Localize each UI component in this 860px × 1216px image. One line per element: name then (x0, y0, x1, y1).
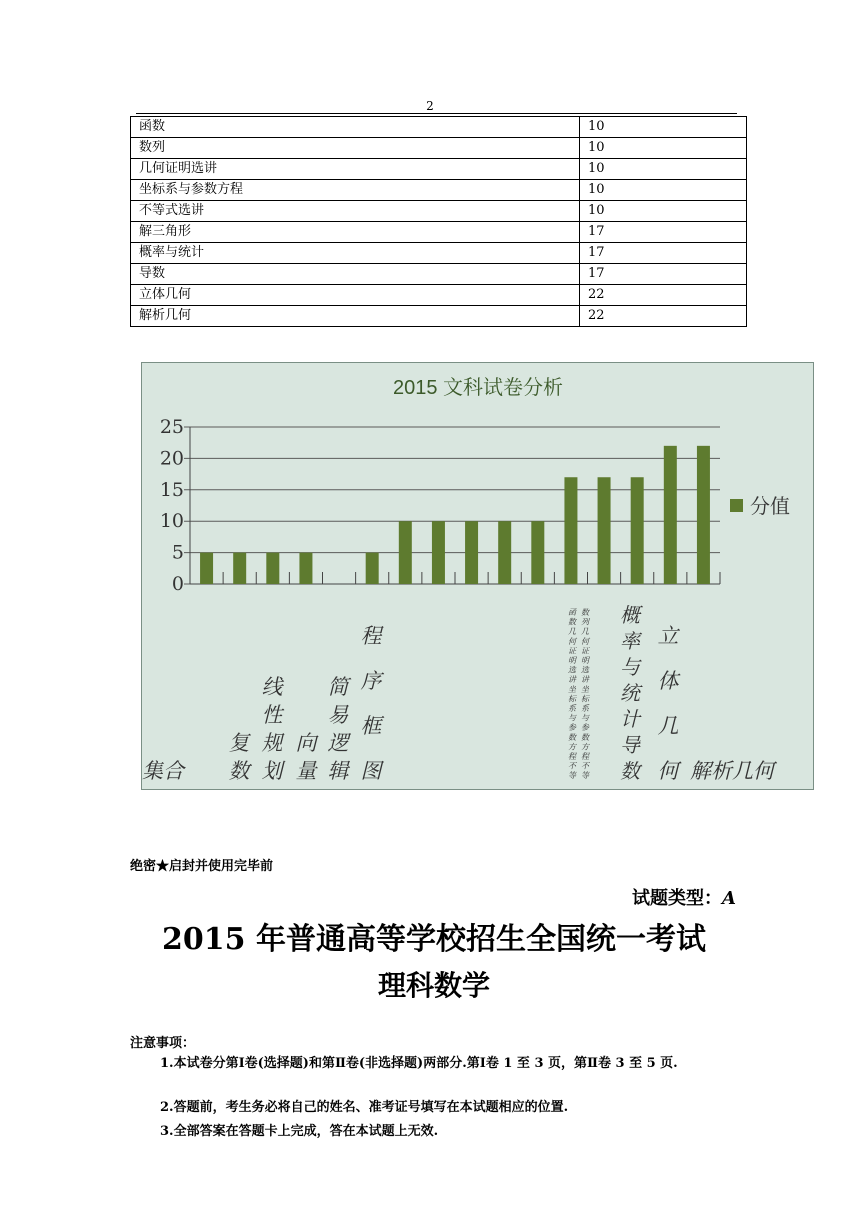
score-cell: 17 (580, 264, 747, 285)
notes-heading: 注意事项： (130, 1036, 196, 1051)
x-label-6: 框 (360, 714, 382, 738)
x-label-4: 量 (295, 759, 317, 783)
x-label-tiny-b: 参 (581, 723, 589, 733)
x-label-tiny-b: 标 (581, 694, 589, 704)
x-label-3: 线 (261, 675, 283, 699)
x-label-13: 计 (620, 707, 640, 731)
x-label-tiny-a: 标 (568, 694, 576, 704)
x-label-15: 何 (657, 759, 679, 783)
x-label-tiny-b: 不 (581, 761, 589, 771)
x-label-3: 规 (261, 731, 283, 755)
score-cell: 10 (580, 138, 747, 159)
chart-title: 2015 文科试卷分析 (392, 377, 564, 399)
table-row (131, 180, 747, 201)
y-tick-label: 5 (171, 541, 184, 564)
question-type-value: A (722, 888, 736, 909)
score-cell: 10 (580, 201, 747, 222)
x-label-5: 易 (327, 703, 349, 727)
table-row (131, 159, 747, 180)
topic-cell: 解析几何 (131, 306, 580, 327)
x-label-tiny-b: 何 (581, 636, 589, 646)
topic-cell: 几何证明选讲 (131, 159, 580, 180)
table-row (131, 285, 747, 306)
x-label-tiny-a: 明 (568, 656, 576, 665)
header-rule (136, 113, 737, 114)
topic-cell: 坐标系与参数方程 (131, 180, 580, 201)
x-label-1: 集合 (142, 759, 184, 783)
score-cell: 17 (580, 243, 747, 264)
x-label-tiny-b: 选 (581, 665, 589, 675)
page-number: 2 (426, 99, 434, 113)
bar-15 (664, 446, 677, 584)
bar-10 (498, 521, 511, 584)
y-tick-label: 15 (159, 478, 184, 501)
x-label-15: 体 (657, 669, 679, 693)
y-tick-label: 25 (159, 416, 184, 438)
x-label-tiny-b: 几 (581, 627, 589, 637)
score-table (130, 116, 747, 327)
x-label-5: 逻 (327, 731, 349, 755)
x-label-tiny-a: 坐 (568, 684, 576, 694)
x-label-tiny-a: 等 (568, 771, 576, 781)
x-label-tiny-a: 几 (568, 627, 576, 637)
x-label-tiny-b: 程 (581, 752, 589, 761)
x-label-tiny-a: 方 (568, 742, 576, 752)
x-label-tiny-b: 方 (581, 742, 589, 752)
exam-subject: 理科数学 (377, 969, 490, 1002)
x-label-2: 数 (228, 759, 250, 783)
score-cell: 10 (580, 180, 747, 201)
x-label-2: 复 (228, 731, 250, 755)
x-label-16: 解析几何 (690, 759, 774, 783)
x-label-tiny-a: 程 (568, 752, 576, 761)
x-label-tiny-a: 讲 (568, 675, 576, 685)
x-label-tiny-a: 不 (568, 761, 576, 771)
note-item-2: 2.答题前，考生务必将自己的姓名、准考证号填写在本试题相应的位置. (160, 1100, 569, 1115)
bar-13 (598, 477, 611, 584)
score-cell: 22 (580, 285, 747, 306)
bar-14 (631, 477, 644, 584)
x-label-tiny-b: 数 (581, 732, 589, 742)
x-label-6: 序 (360, 669, 382, 693)
bar-6 (366, 553, 379, 584)
topic-cell: 概率与统计 (131, 243, 580, 264)
bar-8 (432, 521, 445, 584)
question-type (632, 884, 736, 910)
x-label-tiny-a: 数 (568, 732, 576, 742)
x-label-tiny-a: 函 (568, 608, 576, 617)
x-label-tiny-b: 等 (581, 771, 589, 781)
y-tick-label: 0 (171, 573, 184, 595)
topic-cell: 解三角形 (131, 222, 580, 243)
x-label-tiny-a: 数 (568, 617, 576, 627)
confidential-notice: 绝密★启封并使用完毕前 (130, 859, 274, 874)
x-label-tiny-a: 参 (568, 723, 576, 733)
chart-container (141, 362, 814, 790)
topic-cell: 立体几何 (131, 285, 580, 306)
table-row (131, 306, 747, 327)
bar-1 (200, 553, 213, 584)
bar-3 (266, 553, 279, 584)
x-label-tiny-b: 与 (581, 713, 589, 723)
score-cell: 10 (580, 117, 747, 138)
x-label-13: 导 (620, 733, 640, 757)
topic-cell: 不等式选讲 (131, 201, 580, 222)
table-row (131, 264, 747, 285)
bar-9 (465, 521, 478, 584)
x-label-tiny-b: 明 (581, 656, 589, 665)
x-label-tiny-a: 选 (568, 665, 576, 675)
bar-chart (142, 363, 815, 791)
x-label-tiny-b: 系 (581, 704, 589, 713)
x-label-5: 简 (327, 675, 349, 699)
x-label-13: 数 (620, 759, 640, 783)
table-row (131, 201, 747, 222)
y-tick-label: 20 (159, 447, 184, 470)
x-label-tiny-a: 系 (568, 704, 576, 713)
x-label-tiny-b: 坐 (581, 684, 589, 694)
x-label-6: 图 (360, 759, 382, 783)
note-item-1: 1.本试卷分第Ⅰ卷(选择题)和第Ⅱ卷(非选择题)两部分.第Ⅰ卷 1 至 3 页，第Ⅱ卷 3 至 5 页. (160, 1056, 678, 1071)
x-label-tiny-b: 讲 (581, 675, 589, 685)
x-label-4: 向 (295, 731, 317, 755)
x-label-tiny-b: 证 (581, 646, 589, 656)
bar-4 (299, 553, 312, 584)
note-item-3: 3.全部答案在答题卡上完成，答在本试题上无效. (160, 1124, 439, 1139)
bar-2 (233, 553, 246, 584)
x-label-3: 性 (261, 703, 283, 727)
x-label-13: 概 (620, 603, 640, 627)
table-row (131, 117, 747, 138)
x-label-5: 辑 (327, 759, 349, 783)
x-label-tiny-b: 列 (581, 617, 589, 627)
exam-title: 2015 年普通高等学校招生全国统一考试 (162, 922, 706, 957)
x-label-13: 与 (620, 655, 640, 679)
x-label-13: 统 (620, 681, 640, 705)
score-cell: 17 (580, 222, 747, 243)
score-cell: 22 (580, 306, 747, 327)
legend-label: 分值 (750, 494, 790, 518)
x-label-tiny-b: 数 (581, 608, 589, 617)
x-label-6: 程 (360, 624, 382, 648)
x-label-tiny-a: 证 (568, 646, 576, 656)
x-label-15: 几 (657, 714, 679, 738)
table-row (131, 138, 747, 159)
x-label-tiny-a: 与 (568, 713, 576, 723)
x-label-3: 划 (261, 759, 283, 783)
y-tick-label: 10 (159, 510, 184, 533)
topic-cell: 导数 (131, 264, 580, 285)
table-row (131, 222, 747, 243)
bar-11 (531, 521, 544, 584)
x-label-15: 立 (657, 624, 679, 648)
question-type-label: 试题类型： (632, 888, 723, 909)
score-cell: 10 (580, 159, 747, 180)
bar-16 (697, 446, 710, 584)
x-label-13: 率 (620, 629, 640, 653)
legend-swatch (730, 499, 743, 512)
x-label-tiny-a: 何 (568, 636, 576, 646)
table-row (131, 243, 747, 264)
topic-cell: 函数 (131, 117, 580, 138)
bar-7 (399, 521, 412, 584)
topic-cell: 数列 (131, 138, 580, 159)
bar-12 (564, 477, 577, 584)
